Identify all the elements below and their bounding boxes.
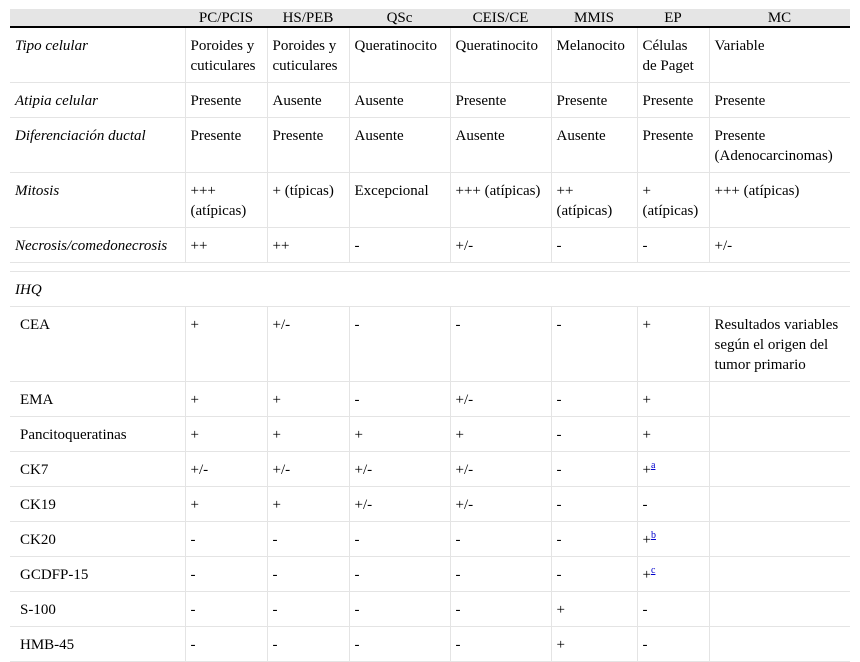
cell-text: +/- [354, 497, 373, 513]
cell-text: Ausente [455, 128, 505, 144]
table-cell [185, 382, 267, 417]
cell-text: Presente [642, 93, 694, 109]
cell-text: +/- [455, 238, 474, 254]
cell-text: - [455, 567, 461, 583]
table-cell [551, 417, 637, 452]
header-cell-ceis-ce: CEIS/CE [450, 9, 551, 27]
table-cell [349, 83, 450, 118]
table-cell [551, 27, 637, 83]
cell-text: + (típicas) [272, 183, 334, 199]
cell-text: + [190, 427, 199, 443]
table-cell [450, 557, 551, 592]
cell-text: +++ (atípicas) [190, 183, 247, 219]
cell-text: + [455, 427, 464, 443]
cell-text: ++ (atípicas) [556, 183, 613, 219]
row-label: Atipia celular [10, 83, 185, 118]
table-cell [349, 27, 450, 83]
table-cell [185, 452, 267, 487]
cell-text: Presente [190, 128, 242, 144]
table-cell [637, 557, 709, 592]
cell-text: + [642, 427, 651, 443]
table-cell [185, 417, 267, 452]
footnote-link[interactable]: b [650, 530, 656, 541]
table-cell [267, 173, 349, 228]
comparison-table [10, 9, 850, 662]
table-cell [450, 627, 551, 662]
table-cell [551, 228, 637, 263]
table-cell [551, 118, 637, 173]
cell-text: - [455, 637, 461, 653]
footnote-marker [651, 530, 656, 541]
table-cell [267, 522, 349, 557]
ihq-row [10, 307, 850, 382]
row-label: Pancitoqueratinas [10, 417, 185, 452]
cell-text: - [354, 392, 360, 408]
cell-text: - [272, 637, 278, 653]
row-label: S-100 [10, 592, 185, 627]
table-cell [709, 118, 850, 173]
cell-text: - [556, 238, 562, 254]
cell-text: Queratinocito [354, 38, 437, 54]
ihq-row [10, 627, 850, 662]
cell-text: + [354, 427, 363, 443]
table-cell [267, 307, 349, 382]
table-cell [551, 592, 637, 627]
table-row [10, 118, 850, 173]
table-cell [185, 27, 267, 83]
footnote-link[interactable]: a [650, 460, 656, 471]
cell-text: - [642, 637, 648, 653]
row-label: CK20 [10, 522, 185, 557]
cell-text: Melanocito [556, 38, 625, 54]
table-cell [637, 307, 709, 382]
table-cell [637, 173, 709, 228]
cell-text: Presente [455, 93, 507, 109]
cell-text: ++ [190, 238, 208, 254]
header-cell-mmis: MMIS [551, 9, 637, 27]
table-cell [551, 487, 637, 522]
table-cell [450, 173, 551, 228]
header-cell-pc-pcis: PC/PCIS [185, 9, 267, 27]
table-cell [450, 592, 551, 627]
cell-text: Resultados variables según el origen del tumor primario [714, 317, 839, 373]
table-cell [349, 627, 450, 662]
row-label: CK7 [10, 452, 185, 487]
table-cell [267, 452, 349, 487]
cell-text: +/- [190, 462, 209, 478]
table-cell [349, 522, 450, 557]
table-cell [267, 592, 349, 627]
cell-text: + [556, 602, 565, 618]
table-cell [637, 417, 709, 452]
table-cell [637, 27, 709, 83]
row-label: CK19 [10, 487, 185, 522]
table-cell [185, 83, 267, 118]
table-cell [551, 173, 637, 228]
cell-text: Presente (Adenocarcinomas) [714, 128, 833, 164]
cell-text: Presente [272, 128, 324, 144]
table-row [10, 83, 850, 118]
cell-text: Queratinocito [455, 38, 538, 54]
table-cell [637, 452, 709, 487]
table-cell [450, 228, 551, 263]
ihq-row [10, 417, 850, 452]
table-cell [637, 592, 709, 627]
cell-text: Células de Paget [642, 38, 694, 74]
cell-text: - [272, 602, 278, 618]
table-cell [709, 173, 850, 228]
cell-text: - [556, 497, 562, 513]
cell-text: +/- [714, 238, 733, 254]
table-cell [709, 487, 850, 522]
table-cell [709, 27, 850, 83]
cell-text: + [190, 317, 199, 333]
table-body [10, 27, 850, 662]
table-cell [637, 627, 709, 662]
table-cell [551, 522, 637, 557]
cell-text: - [354, 602, 360, 618]
row-label: EMA [10, 382, 185, 417]
table-cell [709, 522, 850, 557]
table-cell [185, 627, 267, 662]
table-cell [267, 83, 349, 118]
table-cell [349, 382, 450, 417]
row-label: CEA [10, 307, 185, 382]
cell-text: Ausente [556, 128, 606, 144]
ihq-row [10, 522, 850, 557]
cell-text: Poroides y cuticulares [272, 38, 338, 74]
cell-text: - [354, 532, 360, 548]
table-cell [185, 557, 267, 592]
cell-text: Ausente [272, 93, 322, 109]
table-cell [709, 228, 850, 263]
cell-text: +/- [455, 392, 474, 408]
header-cell-empty [10, 9, 185, 27]
cell-text: - [642, 238, 648, 254]
cell-text: Presente [190, 93, 242, 109]
ihq-row [10, 382, 850, 417]
table-cell [267, 417, 349, 452]
cell-text: + (atípicas) [642, 183, 699, 219]
header-cell-hs-peb: HS/PEB [267, 9, 349, 27]
table-cell [709, 417, 850, 452]
cell-text: Excepcional [354, 183, 429, 199]
cell-text: Presente [642, 128, 694, 144]
table-cell [551, 382, 637, 417]
table-cell [349, 417, 450, 452]
section-row-ihq [10, 272, 850, 307]
table-cell [450, 417, 551, 452]
cell-text: - [642, 497, 648, 513]
table-cell [185, 522, 267, 557]
table-cell [709, 452, 850, 487]
cell-text: ++ [272, 238, 290, 254]
table-cell [267, 487, 349, 522]
table-cell [637, 382, 709, 417]
cell-text: - [455, 602, 461, 618]
cell-text: + [556, 637, 565, 653]
table-cell [349, 487, 450, 522]
table-row [10, 173, 850, 228]
cell-text: + [642, 462, 651, 478]
cell-text: - [642, 602, 648, 618]
cell-text: - [272, 567, 278, 583]
table-cell [450, 307, 551, 382]
header-cell-qsc: QSc [349, 9, 450, 27]
table-row [10, 27, 850, 83]
table-cell [267, 627, 349, 662]
footnote-marker [651, 565, 655, 576]
table-cell [349, 228, 450, 263]
table-cell [450, 83, 551, 118]
cell-text: Ausente [354, 93, 404, 109]
cell-text: +/- [272, 317, 291, 333]
cell-text: - [190, 602, 196, 618]
cell-text: - [190, 532, 196, 548]
table-cell [450, 487, 551, 522]
table-cell [185, 228, 267, 263]
table-cell [709, 557, 850, 592]
cell-text: + [272, 497, 281, 513]
table-cell [637, 487, 709, 522]
table-row [10, 228, 850, 263]
cell-text: - [354, 238, 360, 254]
cell-text: - [354, 637, 360, 653]
cell-text: - [354, 567, 360, 583]
table-cell [637, 228, 709, 263]
table-cell [450, 27, 551, 83]
table-cell [551, 452, 637, 487]
table-cell [185, 592, 267, 627]
section-title-ihq: IHQ [10, 272, 850, 307]
table-cell [709, 627, 850, 662]
cell-text: + [272, 392, 281, 408]
table-cell [551, 627, 637, 662]
cell-text: +/- [272, 462, 291, 478]
table-cell [185, 118, 267, 173]
table-cell [551, 307, 637, 382]
table-header [10, 9, 850, 27]
cell-text: - [455, 317, 461, 333]
ihq-row [10, 452, 850, 487]
row-label: Necrosis/comedonecrosis [10, 228, 185, 263]
spacer-cell [10, 263, 850, 272]
table-cell [349, 557, 450, 592]
row-label: Diferenciación ductal [10, 118, 185, 173]
ihq-row [10, 592, 850, 627]
spacer-row [10, 263, 850, 272]
table-cell [349, 173, 450, 228]
table-cell [551, 83, 637, 118]
table-cell [185, 307, 267, 382]
cell-text: - [556, 567, 562, 583]
table-cell [349, 452, 450, 487]
table-cell [637, 83, 709, 118]
table-cell [267, 228, 349, 263]
cell-text: + [642, 532, 651, 548]
cell-text: +/- [354, 462, 373, 478]
table-cell [450, 452, 551, 487]
row-label: Tipo celular [10, 27, 185, 83]
cell-text: - [556, 532, 562, 548]
table-cell [267, 382, 349, 417]
table-cell [349, 307, 450, 382]
footnote-marker [651, 460, 655, 471]
table-cell [267, 27, 349, 83]
row-label: Mitosis [10, 173, 185, 228]
table-cell [349, 118, 450, 173]
header-cell-ep: EP [637, 9, 709, 27]
cell-text: + [190, 392, 199, 408]
table-cell [637, 522, 709, 557]
table-cell [267, 557, 349, 592]
cell-text: - [556, 462, 562, 478]
cell-text: + [642, 392, 651, 408]
table-cell [709, 592, 850, 627]
row-label: HMB-45 [10, 627, 185, 662]
row-label: GCDFP-15 [10, 557, 185, 592]
cell-text: +++ (atípicas) [455, 183, 541, 199]
cell-text: Ausente [354, 128, 404, 144]
cell-text: - [190, 637, 196, 653]
cell-text: + [190, 497, 199, 513]
table-cell [450, 118, 551, 173]
cell-text: +/- [455, 497, 474, 513]
cell-text: Poroides y cuticulares [190, 38, 256, 74]
ihq-row [10, 557, 850, 592]
table-cell [450, 522, 551, 557]
comparison-table-container [10, 9, 850, 662]
table-cell [267, 118, 349, 173]
cell-text: Presente [714, 93, 766, 109]
cell-text: + [642, 317, 651, 333]
cell-text: - [556, 317, 562, 333]
table-cell [637, 118, 709, 173]
cell-text: + [642, 567, 651, 583]
cell-text: +++ (atípicas) [714, 183, 800, 199]
ihq-row [10, 487, 850, 522]
cell-text: - [556, 392, 562, 408]
cell-text: + [272, 427, 281, 443]
cell-text: - [272, 532, 278, 548]
cell-text: - [354, 317, 360, 333]
table-cell [450, 382, 551, 417]
table-cell [551, 557, 637, 592]
table-cell [709, 83, 850, 118]
cell-text: - [556, 427, 562, 443]
table-cell [709, 382, 850, 417]
cell-text: Variable [714, 38, 765, 54]
table-cell [349, 592, 450, 627]
cell-text: +/- [455, 462, 474, 478]
cell-text: - [455, 532, 461, 548]
cell-text: - [190, 567, 196, 583]
table-cell [185, 487, 267, 522]
table-cell [709, 307, 850, 382]
table-cell [185, 173, 267, 228]
header-row [10, 9, 850, 27]
header-cell-mc: MC [709, 9, 850, 27]
footnote-link[interactable]: c [650, 565, 656, 576]
cell-text: Presente [556, 93, 608, 109]
